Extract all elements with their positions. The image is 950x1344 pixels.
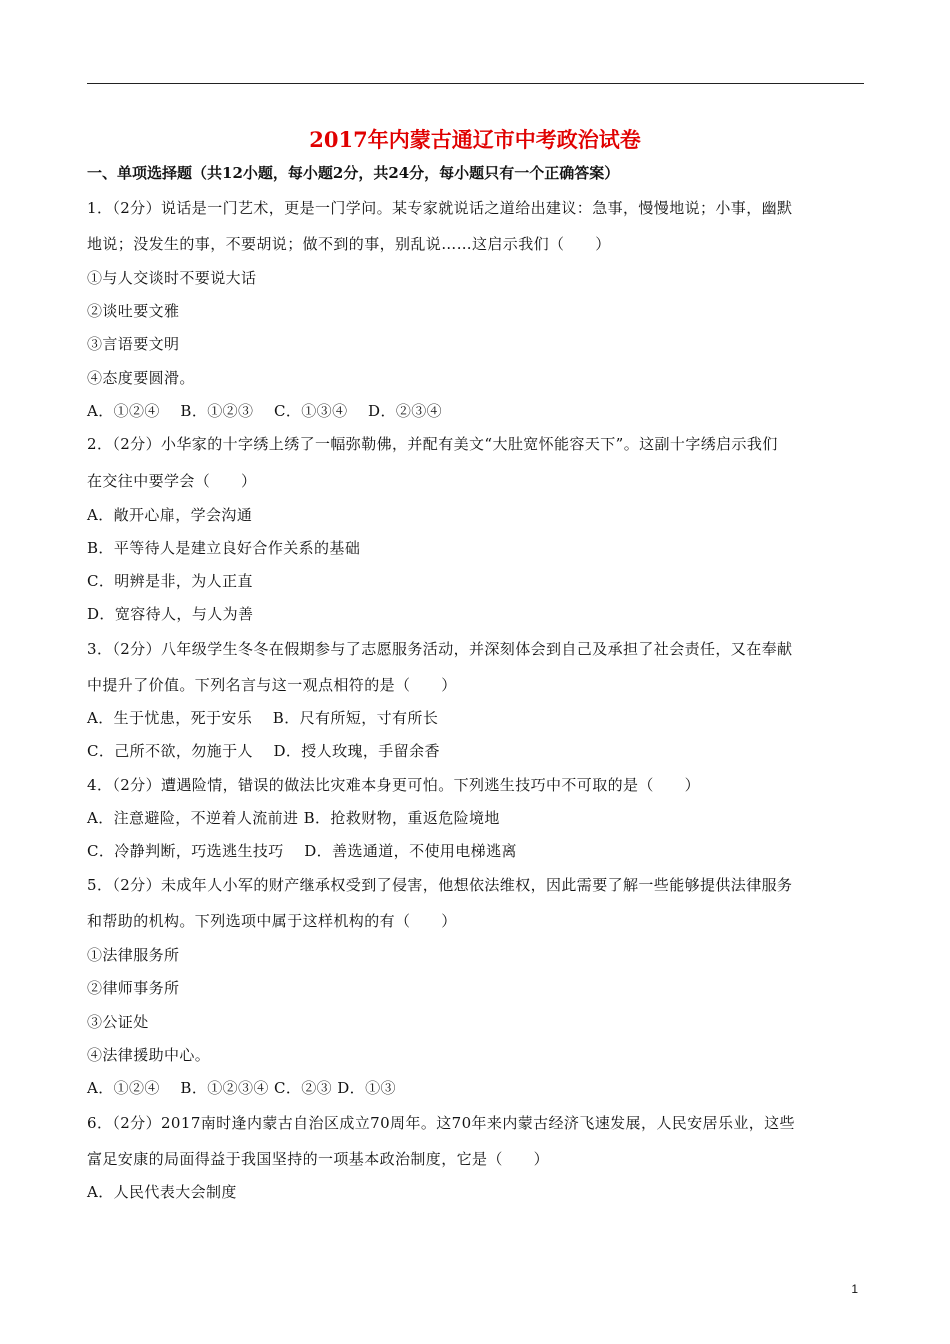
q4-stem: 4．（2分）遭遇险情，错误的做法比灾难本身更可怕。下列逃生技巧中不可取的是（ ） <box>87 776 700 794</box>
q6-stem-line1: 6．（2分）2017南时逢内蒙古自治区成立70周年。这70年来内蒙古经济飞速发展，人民安居乐业，这些 <box>87 1114 795 1132</box>
page-title: 2017年内蒙古通辽市中考政治试卷 <box>309 127 641 152</box>
page-number: 1 <box>851 1282 858 1296</box>
q5-item-4: ④法律援助中心。 <box>87 1046 211 1064</box>
header-rule <box>87 83 864 84</box>
q6-stem-line2: 富足安康的局面得益于我国坚持的一项基本政治制度，它是（ ） <box>87 1150 550 1168</box>
q6-option-a: A．人民代表大会制度 <box>87 1183 237 1201</box>
q3-options-ab: A．生于忧患，死于安乐 B．尺有所短，寸有所长 <box>87 709 439 727</box>
q2-option-a: A．敞开心扉，学会沟通 <box>87 506 253 524</box>
q1-stem-line1: 1．（2分）说话是一门艺术，更是一门学问。某专家就说话之道给出建议：急事，慢慢地说；小事，幽默 <box>87 199 793 217</box>
q2-stem-line1: 2．（2分）小华家的十字绣上绣了一幅弥勒佛，并配有美文“大肚宽怀能容天下”。这副十字绣启示我们 <box>87 435 778 453</box>
q1-item-3: ③言语要文明 <box>87 335 180 353</box>
q1-item-2: ②谈吐要文雅 <box>87 302 180 320</box>
q4-options-ab: A．注意避险，不逆着人流前进 B．抢救财物，重返危险境地 <box>87 809 500 827</box>
q5-item-3: ③公证处 <box>87 1013 149 1031</box>
q2-option-d: D．宽容待人，与人为善 <box>87 605 254 623</box>
q5-stem-line1: 5．（2分）未成年人小军的财产继承权受到了侵害，他想依法维权，因此需要了解一些能够提供法律服务 <box>87 876 793 894</box>
q4-options-cd: C．冷静判断，巧选逃生技巧 D．善选通道，不使用电梯逃离 <box>87 842 517 860</box>
q3-stem-line1: 3．（2分）八年级学生冬冬在假期参与了志愿服务活动，并深刻体会到自己及承担了社会责任，又在奉献 <box>87 640 793 658</box>
q5-stem-line2: 和帮助的机构。下列选项中属于这样机构的有（ ） <box>87 912 457 930</box>
q2-stem-line2: 在交往中要学会（ ） <box>87 472 257 490</box>
q2-option-b: B．平等待人是建立良好合作关系的基础 <box>87 539 361 557</box>
q5-item-1: ①法律服务所 <box>87 946 180 964</box>
section-heading: 一、单项选择题（共12小题，每小题2分，共24分，每小题只有一个正确答案） <box>87 164 620 182</box>
q5-options: A．①②④ B．①②③④ C．②③ D．①③ <box>87 1079 396 1097</box>
q5-item-2: ②律师事务所 <box>87 979 180 997</box>
q3-stem-line2: 中提升了价值。下列名言与这一观点相符的是（ ） <box>87 676 457 694</box>
q1-stem-line2: 地说；没发生的事，不要胡说；做不到的事，别乱说……这启示我们（ ） <box>87 235 611 253</box>
q2-option-c: C．明辨是非，为人正直 <box>87 572 253 590</box>
q1-options: A．①②④ B．①②③ C．①③④ D．②③④ <box>87 402 443 420</box>
q1-item-4: ④态度要圆滑。 <box>87 369 195 387</box>
q3-options-cd: C．己所不欲，勿施于人 D．授人玫瑰，手留余香 <box>87 742 440 760</box>
q1-item-1: ①与人交谈时不要说大话 <box>87 269 257 287</box>
